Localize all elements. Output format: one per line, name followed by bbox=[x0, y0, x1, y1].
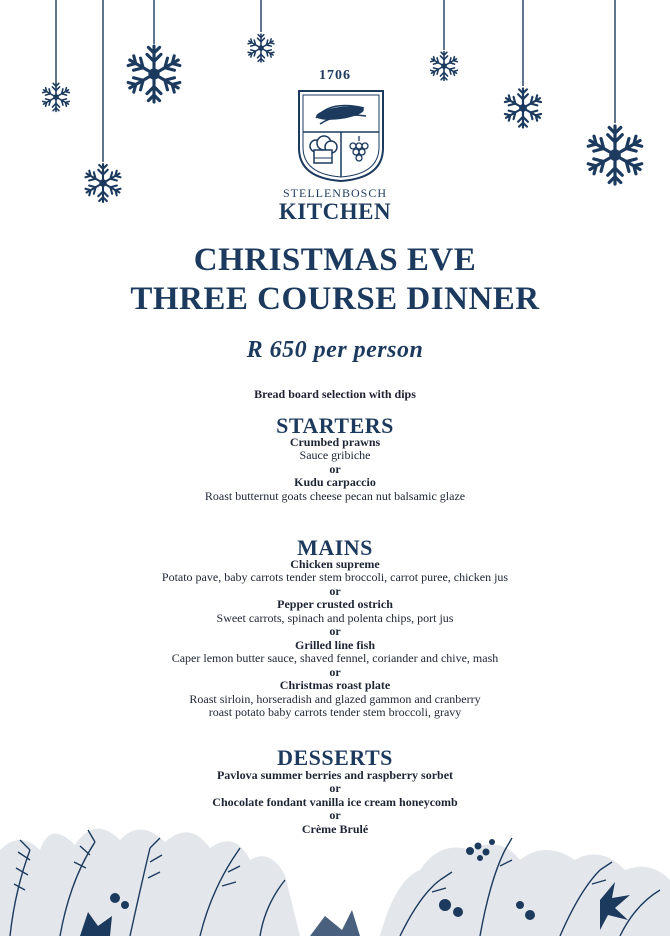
price-per-person: R 650 per person bbox=[246, 337, 424, 363]
snowflake-icon bbox=[42, 83, 71, 112]
menu-item-desc: Potato pave, baby carrots tender stem broccoli, carrot puree, chicken jus bbox=[161, 570, 509, 584]
menu-item-desc: Roast butternut goats cheese pecan nut balsamic glaze bbox=[204, 488, 466, 503]
or-separator: or bbox=[329, 583, 341, 598]
menu-item-desc: Sauce gribiche bbox=[299, 448, 371, 462]
or-separator: or bbox=[329, 624, 341, 638]
crest-logo bbox=[299, 91, 383, 181]
menu-item-desc: roast potato baby carrots tender stem broccoli, gravy bbox=[208, 705, 462, 719]
menu-item-name: Chocolate fondant vanilla ice cream honeycomb bbox=[212, 794, 458, 809]
or-separator: or bbox=[329, 461, 341, 476]
menu-item-desc: Roast sirloin, horseradish and glazed gammon and cranberry bbox=[189, 691, 481, 706]
corn-icon bbox=[315, 104, 366, 124]
chef-hat-icon bbox=[310, 136, 337, 163]
menu-item-desc: Sweet carrots, spinach and polenta chips, port jus bbox=[216, 610, 454, 625]
menu-item-name: Grilled line fish bbox=[294, 637, 375, 652]
menu-item-name: Kudu carpaccio bbox=[294, 475, 376, 489]
established-year: 1706 bbox=[319, 68, 351, 83]
snowflake-icon bbox=[247, 34, 275, 62]
menu-item-name: Christmas roast plate bbox=[279, 678, 391, 692]
page-title-line1: CHRISTMAS EVE bbox=[193, 242, 477, 278]
bread-board-note: Bread board selection with dips bbox=[254, 387, 416, 401]
menu-item-desc: Caper lemon butter sauce, shaved fennel, coriander and chive, mash bbox=[171, 651, 499, 665]
desserts-section bbox=[0, 745, 670, 836]
brand-subtitle: STELLENBOSCH bbox=[282, 186, 387, 200]
menu-item-name: Crème Brulé bbox=[301, 821, 369, 836]
or-separator: or bbox=[329, 808, 341, 822]
mains-heading: MAINS bbox=[297, 535, 373, 560]
snowflake-icon bbox=[504, 88, 543, 127]
menu-item-name: Crumbed prawns bbox=[289, 434, 381, 449]
menu-item-name: Pavlova summer berries and raspberry sorbet bbox=[216, 767, 454, 782]
brand-name: KITCHEN bbox=[278, 199, 392, 224]
menu-item-name: Chicken supreme bbox=[290, 556, 380, 571]
holly-foliage bbox=[0, 829, 670, 936]
starters-heading: STARTERS bbox=[276, 413, 394, 438]
or-separator: or bbox=[329, 664, 341, 679]
starters-section bbox=[0, 413, 670, 503]
page-title-line2: THREE COURSE DINNER bbox=[130, 281, 540, 317]
desserts-heading: DESSERTS bbox=[277, 745, 393, 770]
mains-section bbox=[0, 535, 670, 720]
menu-item-name: Pepper crusted ostrich bbox=[277, 597, 393, 611]
snowflake-icon bbox=[586, 126, 643, 184]
grapes-icon bbox=[350, 136, 368, 161]
or-separator: or bbox=[329, 781, 341, 795]
